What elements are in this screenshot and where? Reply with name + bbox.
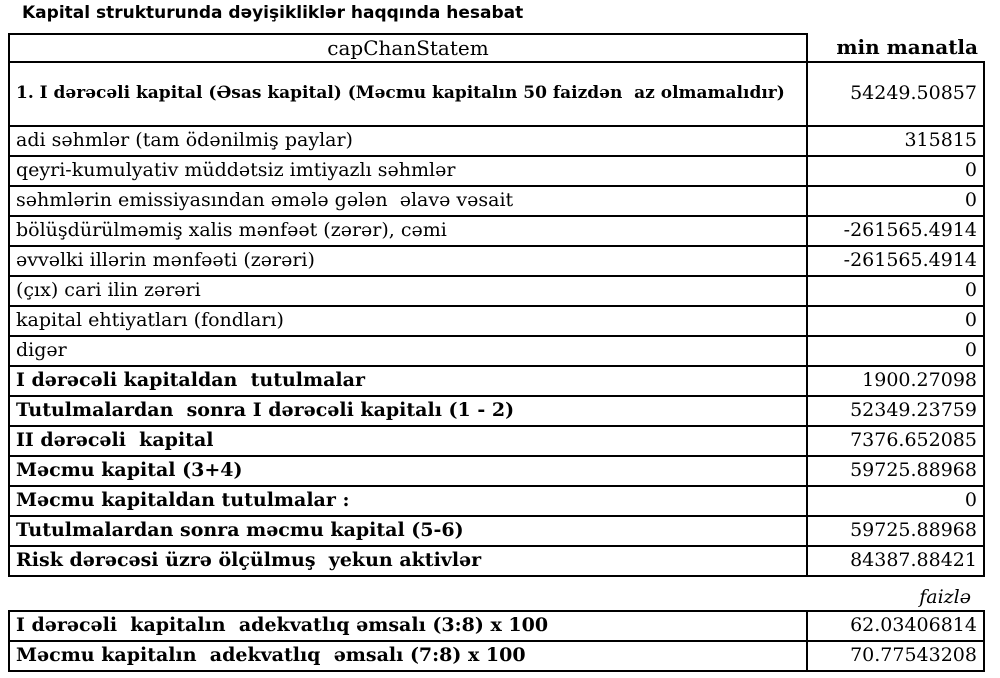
row-label: Məcmu kapital (3+4) — [9, 456, 807, 486]
table-row — [9, 486, 984, 516]
row-value: 315815 — [807, 126, 984, 156]
table-row — [9, 456, 984, 486]
row-value: 0 — [807, 276, 984, 306]
row-label: qeyri-kumulyativ müddətsiz imtiyazlı səhmlər — [9, 156, 807, 186]
table-row — [9, 366, 984, 396]
row-label: bölüşdürülməmiş xalis mənfəət (zərər), cəmi — [9, 216, 807, 246]
row-value: 0 — [807, 336, 984, 366]
table-row — [9, 641, 984, 671]
table-row — [9, 611, 984, 641]
row-label: Tutulmalardan sonra məcmu kapital (5-6) — [9, 516, 807, 546]
table-header-row — [9, 34, 984, 62]
table-row — [9, 306, 984, 336]
adequacy-ratio-table — [8, 610, 985, 672]
row-label: Məcmu kapitaldan tutulmalar : — [9, 486, 807, 516]
row-value: 84387.88421 — [807, 546, 984, 576]
capital-structure-table — [8, 33, 985, 577]
row-label: Risk dərəcəsi üzrə ölçülmuş yekun aktivlər — [9, 546, 807, 576]
row-value: 0 — [807, 486, 984, 516]
table-header-left: capChanStatem — [9, 34, 807, 62]
percent-unit-note: faizlə — [919, 586, 971, 608]
row-label: II dərəcəli kapital — [9, 426, 807, 456]
row-value: 0 — [807, 156, 984, 186]
row-label: digər — [9, 336, 807, 366]
table-row — [9, 126, 984, 156]
row-label: Məcmu kapitalın adekvatlıq əmsalı (7:8) x 100 — [9, 641, 807, 671]
table-row — [9, 186, 984, 216]
row-label: I dərəcəli kapitalın adekvatlıq əmsalı (3:8) x 100 — [9, 611, 807, 641]
row-label: (çıx) cari ilin zərəri — [9, 276, 807, 306]
table-row — [9, 62, 984, 126]
table-row — [9, 546, 984, 576]
table-row — [9, 216, 984, 246]
table-row — [9, 336, 984, 366]
row-label: I dərəcəli kapitaldan tutulmalar — [9, 366, 807, 396]
row-label: 1. I dərəcəli kapital (Əsas kapital) (Məcmu kapitalın 50 faizdən az olmamalıdır) — [9, 62, 807, 126]
row-value: -261565.4914 — [807, 246, 984, 276]
row-value: 1900.27098 — [807, 366, 984, 396]
row-value: 0 — [807, 186, 984, 216]
row-label: kapital ehtiyatları (fondları) — [9, 306, 807, 336]
row-value: 70.77543208 — [807, 641, 984, 671]
row-value: 54249.50857 — [807, 62, 984, 126]
row-label: adi səhmlər (tam ödənilmiş paylar) — [9, 126, 807, 156]
table-row — [9, 426, 984, 456]
table-row — [9, 156, 984, 186]
table-row — [9, 246, 984, 276]
row-value: 7376.652085 — [807, 426, 984, 456]
page-title: Kapital strukturunda dəyişikliklər haqqında hesabat — [22, 3, 524, 23]
table-header-unit: min manatla — [807, 34, 984, 62]
row-label: əvvəlki illərin mənfəəti (zərəri) — [9, 246, 807, 276]
row-value: 52349.23759 — [807, 396, 984, 426]
row-value: 59725.88968 — [807, 456, 984, 486]
row-value: 59725.88968 — [807, 516, 984, 546]
row-label: səhmlərin emissiyasından əmələ gələn əlavə vəsait — [9, 186, 807, 216]
row-value: 62.03406814 — [807, 611, 984, 641]
row-value: 0 — [807, 306, 984, 336]
table-row — [9, 516, 984, 546]
table-row — [9, 276, 984, 306]
table-row — [9, 396, 984, 426]
row-value: -261565.4914 — [807, 216, 984, 246]
row-label: Tutulmalardan sonra I dərəcəli kapitalı (1 - 2) — [9, 396, 807, 426]
